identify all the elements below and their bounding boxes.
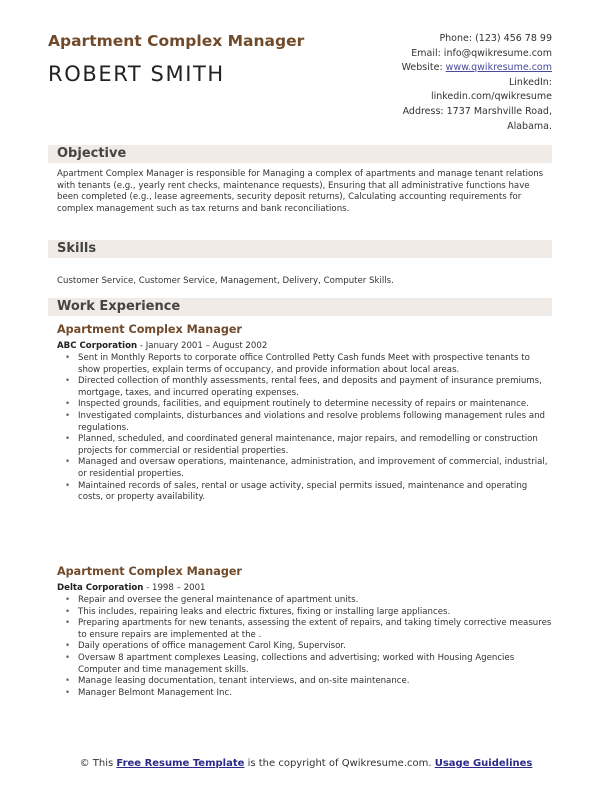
job-title-2: Apartment Complex Manager <box>57 565 242 578</box>
job-dates-1: - January 2001 – August 2002 <box>137 341 268 351</box>
skills-heading: Skills <box>57 241 97 256</box>
bullet-item: • Daily operations of office management Carol King, Supervisor. <box>57 641 552 653</box>
bullet-item: • Planned, scheduled, and coordinated general maintenance, major repairs, and remodelling or construction projects for commercial or residential properties. <box>57 434 552 457</box>
copyright-footer <box>48 757 564 771</box>
job-1-bullets <box>57 353 552 504</box>
work-experience-heading: Work Experience <box>57 299 181 314</box>
skills-section-header <box>48 240 552 258</box>
website-link[interactable]: www.qwikresume.com <box>445 62 552 74</box>
address-line-1: Address: 1737 Marshville Road, <box>402 105 552 117</box>
bullet-item: • Repair and oversee the general maintenance of apartment units. <box>57 595 552 607</box>
bullet-item: • Manager Belmont Management Inc. <box>57 688 552 700</box>
bullet-item: • Directed collection of monthly assessments, rental fees, and deposits and payment of insurance premiums, mortgage, taxes, and incurred operating expenses. <box>57 376 552 399</box>
bullet-item: • This includes, repairing leaks and electric fixtures, fixing or installing large appliances. <box>57 607 552 619</box>
free-resume-template-link[interactable]: Free Resume Template <box>116 758 245 769</box>
footer-middle: is the copyright of Qwikresume.com. <box>244 758 435 769</box>
job-2-bullets <box>57 595 552 699</box>
bullet-item: • Maintained records of sales, rental or usage activity, special permits issued, maintenance and operating costs, or property availability. <box>57 481 552 504</box>
bullet-item: • Oversaw 8 apartment complexes Leasing, collections and advertising; worked with Housing Agencies Computer and time management skills. <box>57 653 552 676</box>
bullet-item: • Manage leasing documentation, tenant interviews, and on-site maintenance. <box>57 676 552 688</box>
company-line-2 <box>57 582 552 594</box>
work-experience-section-header <box>48 298 552 316</box>
address-line-2: Alabama. <box>507 120 552 132</box>
bullet-item: • Sent in Monthly Reports to corporate office Controlled Petty Cash funds Meet with prospective tenants to show properties, explain terms of occupancy, and provide information about local areas. <box>57 353 552 376</box>
job-dates-2: - 1998 – 2001 <box>143 583 206 593</box>
website-line <box>402 61 552 76</box>
bullet-item: • Preparing apartments for new tenants, assessing the extent of repairs, and taking timely corrective measures to ensure repairs are implemented at the . <box>57 618 552 641</box>
job-title-1: Apartment Complex Manager <box>57 323 242 336</box>
person-name: ROBERT SMITH <box>48 62 225 86</box>
email-line: Email: info@qwikresume.com <box>411 47 552 59</box>
website-label: Website: <box>401 62 446 74</box>
footer-prefix: © This <box>79 758 117 769</box>
bullet-item: • Managed and oversaw operations, maintenance, administration, and improvement of commercial, industrial, or residential properties. <box>57 457 552 480</box>
skills-text: Customer Service, Customer Service, Management, Delivery, Computer Skills. <box>57 276 394 286</box>
linkedin-label: LinkedIn: <box>508 76 552 88</box>
bullet-item: • Inspected grounds, facilities, and equipment routinely to determine necessity of repairs or maintenance. <box>57 399 552 411</box>
header-job-title: Apartment Complex Manager <box>48 32 305 50</box>
phone-line: Phone: (123) 456 78 99 <box>439 33 552 44</box>
usage-guidelines-link[interactable]: Usage Guidelines <box>434 758 533 769</box>
linkedin-value: linkedin.com/qwikresume <box>430 91 552 103</box>
contact-info <box>402 32 552 134</box>
job-entry-2 <box>57 565 552 699</box>
objective-section-header <box>48 145 552 163</box>
company-name-2: Delta Corporation <box>57 583 144 593</box>
company-name-1: ABC Corporation <box>57 341 138 351</box>
objective-text: Apartment Complex Manager is responsible for Managing a complex of apartments and manage tenant relations with tenants (e.g., yearly rent checks, maintenance requests), Ensuring that all administrative functions have been completed (e.g., lease agreements, security deposit returns), Calculating accounting requirements for complex management such as tax returns and bank reconciliations. <box>57 169 544 214</box>
job-entry-1 <box>57 323 552 504</box>
company-line-1 <box>57 340 552 352</box>
bullet-item: • Investigated complaints, disturbances and violations and resolve problems following management rules and regulations. <box>57 411 552 434</box>
objective-heading: Objective <box>57 146 127 161</box>
